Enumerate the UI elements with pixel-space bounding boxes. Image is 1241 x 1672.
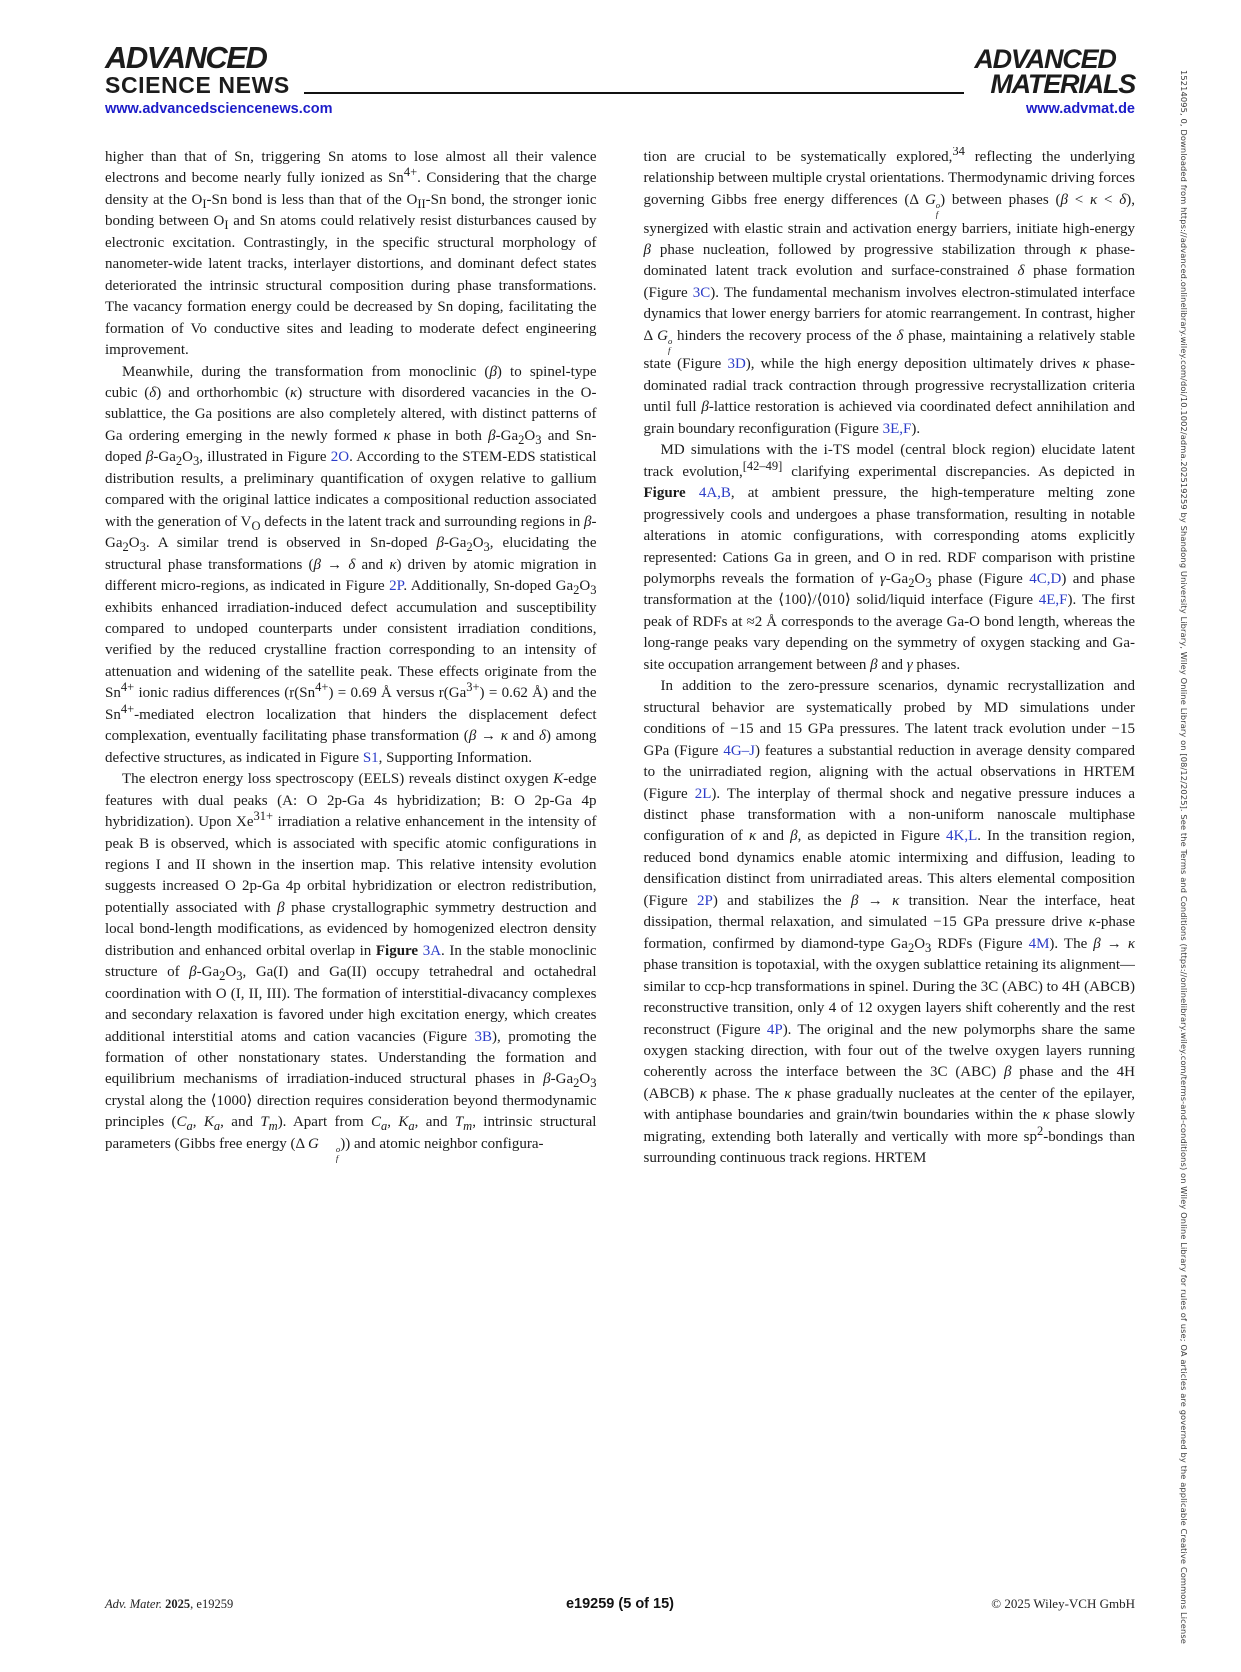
- left-column: [105, 147, 597, 1499]
- figure-link-2P[interactable]: 2P: [389, 578, 404, 595]
- figure-link-4EF[interactable]: 4E,F: [1038, 592, 1068, 609]
- paragraph-right-1: tion are crucial to be systematically explored,$^{34}$ reflecting the underlying relationship between multiple crystal orientations. Thermodynamic driving forces governing Gibbs free energy differences (Δ G o f ) between phases (β < κ < δ), synergized with elastic strain and activation energy barriers, initiate high-energy β phase nucleation, followed by progressive stabilization through κ phase-dominated latent track evolution and surface-constrained δ phase formation (Figure 3C). The fundamental mechanism involves electron-stimulated interface dynamics that lower energy barriers for atomic rearrangement. In contrast, higher Δ G o f hinders the recovery process of the δ phase, maintaining a relatively stable state (Figure 3D), while the high energy deposition ultimately drives κ phase-dominated radial track contraction through progressive recrystallization criteria until full β-lattice restoration is achieved via coordinated defect annihilation and grain boundary reconfiguration (Figure 3E,F).: [643, 147, 1135, 437]
- advancedsciencenews-url-link[interactable]: www.advancedsciencenews.com: [105, 101, 333, 117]
- figure-link-3C[interactable]: 3C: [692, 284, 711, 301]
- logo-text-materials: MATERIALS: [990, 69, 1135, 100]
- paragraph-left-1: higher than that of Sn, triggering Sn atoms to lose almost all their valence electrons and become nearly fully ionized as $Sn^{4+}$. Considering that the charge density at the $O_I-Sn$ bond is less than that of the $O_{II}-Sn$ bond, the stronger ionic bonding between $O_I$ and Sn atoms could relatively resist disturbances caused by electronic excitation. Contrastingly, in the specific structural morphology of nanometer-wide latent tracks, interlayer distortions, and dominant defect states deteriorated the intrinsic structural composition during phase transformations. The vacancy formation energy could be decreased by Sn doping, facilitating the formation of Vo conductive sites and leading to moderate defect engineering improvement.: [105, 149, 597, 359]
- figure-link-2P-2[interactable]: 2P: [697, 892, 713, 909]
- logo-text-advanced-right: ADVANCED: [974, 44, 1116, 75]
- page-footer: [105, 1596, 1135, 1612]
- figure-link-3D[interactable]: 3D: [727, 356, 746, 373]
- advanced-science-news-logo: [105, 42, 290, 97]
- download-license-note: 15214095, 0, Downloaded from https://advanced.onlinelibrary.wiley.com/doi/10.1002/adma.202519259 by Shandong University Library, Wiley Online Library on [08/12/2025]. See the Terms and Conditions (https://onlinelibrary.wiley.com/terms-and-conditions) on Wiley Online Library for rules of use; OA articles are governed by the applicable Creative Commons License: [1179, 70, 1189, 1644]
- figure-link-4KL[interactable]: 4K,L: [946, 828, 978, 845]
- figure-link-S1[interactable]: S1: [362, 749, 379, 766]
- page-number: e19259 (5 of 15): [565, 1596, 674, 1612]
- advmat-url-link[interactable]: www.advmat.de: [1025, 101, 1135, 117]
- figure-link-3B[interactable]: 3B: [474, 1028, 493, 1045]
- figure-link-4P[interactable]: 4P: [766, 1021, 783, 1038]
- figure-link-3A[interactable]: 3A: [422, 942, 442, 959]
- figure-link-4GJ[interactable]: 4G–J: [723, 742, 755, 759]
- logo-text-science-news: SCIENCE NEWS: [105, 72, 290, 98]
- figure-link-3EF[interactable]: 3E,F: [882, 420, 912, 437]
- page-header: [105, 42, 1135, 117]
- figure-link-4M[interactable]: 4M: [1028, 935, 1050, 952]
- logo-text-advanced: ADVANCED: [105, 40, 267, 75]
- figure-link-4CD[interactable]: 4C,D: [1029, 571, 1062, 588]
- journal-citation: Adv. Mater. 2025, e19259: [105, 1597, 234, 1611]
- figure-link-4AB[interactable]: 4A,B: [698, 485, 731, 502]
- figure-link-2O[interactable]: 2O: [330, 449, 350, 466]
- header-divider-line: [304, 92, 964, 94]
- copyright-notice: © 2025 Wiley-VCH GmbH: [991, 1596, 1135, 1611]
- advanced-materials-logo: [974, 44, 1135, 100]
- paragraph-left-3: The electron energy loss spectroscopy (EELS) reveals distinct oxygen K-edge features with dual peaks (A: O 2p-Ga 4s hybridization; B: O 2p-Ga 4p hybridization). Upon $Xe^{31+}$ irradiation a relative enhancement in the intensity of peak B is observed, which is associated with specific atomic configurations in regions I and II shown in the insertion map. This relative intensity evolution suggests increased O 2p-Ga 4p orbital hybridization or electron redistribution, potentially associated with β phase crystallographic symmetry destruction and local bond-length modifications, as evidenced by homogenized electron density distribution and enhanced orbital overlap in Figure 3A. In the stable monoclinic structure of $\beta-Ga_2O_3$, Ga(I) and Ga(II) occupy tetrahedral and octahedral coordination with O (I, II, III). The formation of interstitial-divacancy complexes and secondary relaxation is favored under high excitation energy, which creates additional interstitial atoms and cation vacancies (Figure 3B), promoting the formation of other nonstationary states. Understanding the formation and equilibrium mechanisms of irradiation-induced structural phases in $\beta-Ga_2O_3$ crystal along the ⟨1000⟩ direction requires consideration beyond thermodynamic principles ($C_a$, $K_a$, and $T_m$). Apart from $C_a$, $K_a$, and $T_m$, intrinsic structural parameters (Gibbs free energy (Δ G o f )) and atomic neighbor configura-: [105, 771, 597, 1163]
- header-urls-row: [105, 101, 1135, 117]
- paragraph-right-2: MD simulations with the i-TS model (central block region) elucidate latent track evolution,[42–49] clarifying experimental discrepancies. As depicted in Figure 4A,B, at ambient pressure, the high-temperature melting zone progressively cools and undergoes a phase transformation, resulting in notable alterations in atomic configurations, with corresponding atoms explicitly represented: Cations Ga in green, and O in red. RDF comparison with pristine polymorphs reveals the formation of $\gamma-Ga_2O_3$ phase (Figure 4C,D) and phase transformation at the ⟨100⟩/⟨010⟩ solid/liquid interface (Figure 4E,F). The first peak of RDFs at ≈2 Å corresponds to the average Ga-O bond length, whereas the long-range peaks vary depending on the symmetry of oxygen stacking and Ga-site occupation arrangement between β and γ phases.: [643, 442, 1135, 673]
- figure-link-2L[interactable]: 2L: [694, 785, 712, 802]
- paragraph-right-3: In addition to the zero-pressure scenarios, dynamic recrystallization and structural behavior are systematically probed by MD simulations under conditions of −15 and 15 GPa pressures. The latent track evolution under −15 GPa (Figure 4G–J) features a substantial reduction in average density compared to the unirradiated region, aligning with the actual observations in HRTEM (Figure 2L). The interplay of thermal shock and negative pressure induces a distinct phase transformation with a non-uniform nanoscale multiphase configuration of κ and β, as depicted in Figure 4K,L. In the transition region, reduced bond dynamics enable atomic intermixing and diffusion, leading to densification distinct from unirradiated areas. This alters elemental composition (Figure 2P) and stabilizes the β → κ transition. Near the interface, heat dissipation, thermal relaxation, and simulated −15 GPa pressure drive κ-phase formation, confirmed by diamond-type $Ga_2O_3$ RDFs (Figure 4M). The β → κ phase transition is topotaxial, with the oxygen sublattice retaining its alignment—similar to ccp-hcp transformations in spinel. During the 3C (ABC) to 4H (ABCB) reconstructive transition, only 4 of 12 oxygen layers shift coherently and the rest reconstruct (Figure 4P). The original and the new polymorphs share the same oxygen stacking direction, with four out of the twelve oxygen layers running coherently across the interface between the 3C (ABC) β phase and the 4H (ABCB) κ phase. The κ phase gradually nucleates at the center of the epilayer, with antiphase boundaries and grain/twin boundaries within the κ phase slowly migrating, extending both laterally and vertically with more $sp^2$-bondings than surrounding continuous track regions. HRTEM: [643, 678, 1135, 1167]
- right-column: [644, 147, 1136, 1499]
- article-body: [105, 147, 1135, 1499]
- journal-page: [0, 42, 1241, 1672]
- header-top-row: [105, 40, 1135, 100]
- paragraph-left-2: Meanwhile, during the transformation from monoclinic (β) to spinel-type cubic (δ) and orthorhombic (κ) structure with disordered vacancies in the O-sublattice, the Ga positions are also completely altered, with distinct patterns of Ga ordering emerging in the newly formed κ phase in both $\beta-Ga_2O_3$ and Sn-doped $\beta-Ga_2O_3$, illustrated in Figure 2O. According to the STEM-EDS statistical distribution results, a preliminary quantification of oxygen relative to gallium compared with the original lattice indicates a compositional reduction associated with the generation of $V_O$ defects in the latent track and surrounding regions in $\beta-Ga_2O_3$. A similar trend is observed in Sn-doped $\beta-Ga_2O_3$, elucidating the structural phase transformations (β → δ and κ) driven by atomic migration in different micro-regions, as indicated in Figure 2P. Additionally, Sn-doped $Ga_2O_3$ exhibits enhanced irradiation-induced defect accumulation and susceptibility compared to undoped counterparts under consistent irradiation conditions, verified by the reduced crystalline fraction corresponding to an intensity of attenuation and widening of the satellite peak. These effects originate from the $Sn^{4+}$ ionic radius differences ($r(Sn^{4+}) = 0.69$ Å versus $r(Ga^{3+}) = 0.62$ Å) and the $Sn^{4+}$-mediated electron localization that hinders the displacement defect complexation, eventually facilitating phase transformation (β → κ and δ) among defective structures, as indicated in Figure S1, Supporting Information.: [105, 363, 597, 766]
